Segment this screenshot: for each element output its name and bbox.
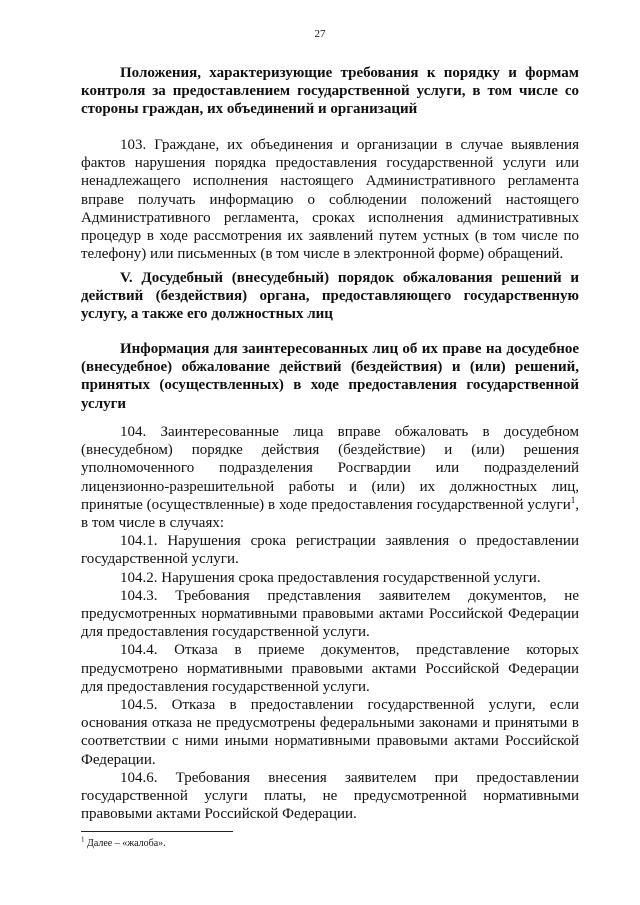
page-number: 27	[314, 28, 326, 40]
footnote-reference: 1	[570, 494, 576, 505]
footnote-text: Далее – «жалоба».	[84, 838, 166, 849]
list-item: 104.5. Отказа в предоставлении государственной услуги, если основания отказа не предусмотрены федеральными законами и принятыми в соответствии с ними иными нормативными правовыми актами Российской Федерации.	[81, 697, 579, 768]
list-item: 104.4. Отказа в приеме документов, представление которых предусмотрено нормативными правовыми актами Российской Федерации для предоставления государственной услуги.	[81, 642, 579, 695]
list-item: 104.1. Нарушения срока регистрации заявления о предоставлении государственной услуги.	[81, 533, 579, 568]
section-heading-control: Положения, характеризующие требования к порядку и формам контроля за предоставлением государственной услуги, в том числе со стороны граждан, их объединений и организаций	[81, 65, 579, 118]
paragraph-104-text: 104. Заинтересованные лица вправе обжаловать в досудебном (внесудебном) порядке действия (бездействие) и (или) решения уполномоченного подразделения Росгвардии или подразделений лицензионно-разрешительной работы и (или) их должностных лиц, принятые (осуществленные) в ходе предоставления государственной услуги	[81, 424, 579, 513]
footnote-marker: 1	[81, 835, 85, 844]
section-v-heading: V. Досудебный (внесудебный) порядок обжалования решений и действий (бездействия) органа, предоставляющего государственную услугу, а также его должностных лиц	[81, 270, 579, 323]
paragraph-104-tail: , в том числе в случаях:	[81, 496, 579, 532]
paragraph-104	[81, 423, 579, 532]
list-item: 104.2. Нарушения срока предоставления государственной услуги.	[120, 569, 541, 586]
list-item: 104.6. Требования внесения заявителем при предоставлении государственной услуги платы, не предусмотренной нормативными правовыми актами Российской Федерации.	[81, 769, 579, 823]
subheading-appeal-info: Информация для заинтересованных лиц об их праве на досудебное (внесудебное) обжалование действий (бездействия) и (или) решений, принятых (осуществленных) в ходе предоставления государственной услуги	[81, 341, 579, 412]
paragraph-103: 103. Граждане, их объединения и организации в случае выявления фактов нарушения порядка предоставления государственной услуги или ненадлежащего исполнения настоящего Административного регламента вправе получать информацию о соблюдении положений настоящего Административного регламента, сроках исполнения административных процедур в ходе рассмотрения их заявлений путем устных (в том числе по телефону) или письменных (в том числе в электронной форме) обращений.	[81, 137, 579, 263]
list-item: 104.3. Требования представления заявителем документов, не предусмотренных нормативными правовыми актами Российской Федерации для предоставления государственной услуги.	[81, 587, 579, 641]
footnote-separator	[81, 831, 233, 832]
paragraph-104-block	[81, 423, 579, 823]
footnote	[81, 835, 166, 850]
